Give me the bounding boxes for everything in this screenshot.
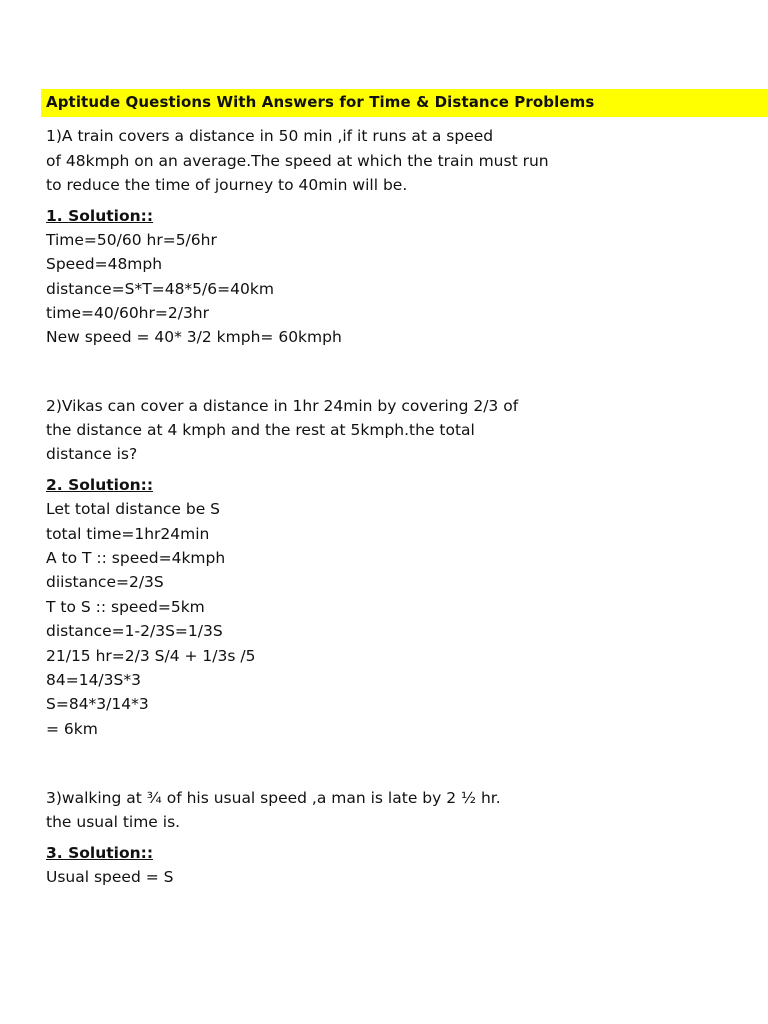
q2-solution-line-6: distance=1-2/3S=1/3S <box>46 622 223 640</box>
q2-solution-line-9: S=84*3/14*3 <box>46 695 149 713</box>
q1-solution-line-5: New speed = 40* 3/2 kmph= 60kmph <box>46 328 342 346</box>
q2-question-line-1: 2)Vikas can cover a distance in 1hr 24min by covering 2/3 of <box>46 397 519 415</box>
q2-solution-line-1: Let total distance be S <box>46 500 221 518</box>
q2-solution-line-5: T to S :: speed=5km <box>46 598 205 616</box>
q2-solution-line-10: = 6km <box>46 720 98 738</box>
q2-solution-line-2: total time=1hr24min <box>46 525 210 543</box>
q1-solution-line-3: distance=S*T=48*5/6=40km <box>46 280 274 298</box>
q1-question-line-1: 1)A train covers a distance in 50 min ,if it runs at a speed <box>46 127 494 145</box>
q2-solution-line-3: A to T :: speed=4kmph <box>46 549 226 567</box>
q1-solution-line-4: time=40/60hr=2/3hr <box>46 304 209 322</box>
q2-solution-heading: 2. Solution:: <box>46 476 154 494</box>
q1-solution-line-2: Speed=48mph <box>46 255 163 273</box>
q1-solution-line-1: Time=50/60 hr=5/6hr <box>46 231 217 249</box>
q2-solution-line-4: diistance=2/3S <box>46 573 164 591</box>
q3-question-line-2: the usual time is. <box>46 813 181 831</box>
q1-question-line-2: of 48kmph on an average.The speed at which the train must run <box>46 152 549 170</box>
q2-question-line-3: distance is? <box>46 445 138 463</box>
q1-question-line-3: to reduce the time of journey to 40min will be. <box>46 176 408 194</box>
q3-solution-heading: 3. Solution:: <box>46 844 154 862</box>
q2-solution-line-8: 84=14/3S*3 <box>46 671 141 689</box>
q2-question-line-2: the distance at 4 kmph and the rest at 5kmph.the total <box>46 421 475 439</box>
q1-solution-heading: 1. Solution:: <box>46 207 154 225</box>
page-title: Aptitude Questions With Answers for Time & Distance Problems <box>46 93 595 111</box>
q3-solution-line-1: Usual speed = S <box>46 868 174 886</box>
q3-question-line-1: 3)walking at ¾ of his usual speed ,a man is late by 2 ½ hr. <box>46 789 501 807</box>
q2-solution-line-7: 21/15 hr=2/3 S/4 + 1/3s /5 <box>46 647 256 665</box>
